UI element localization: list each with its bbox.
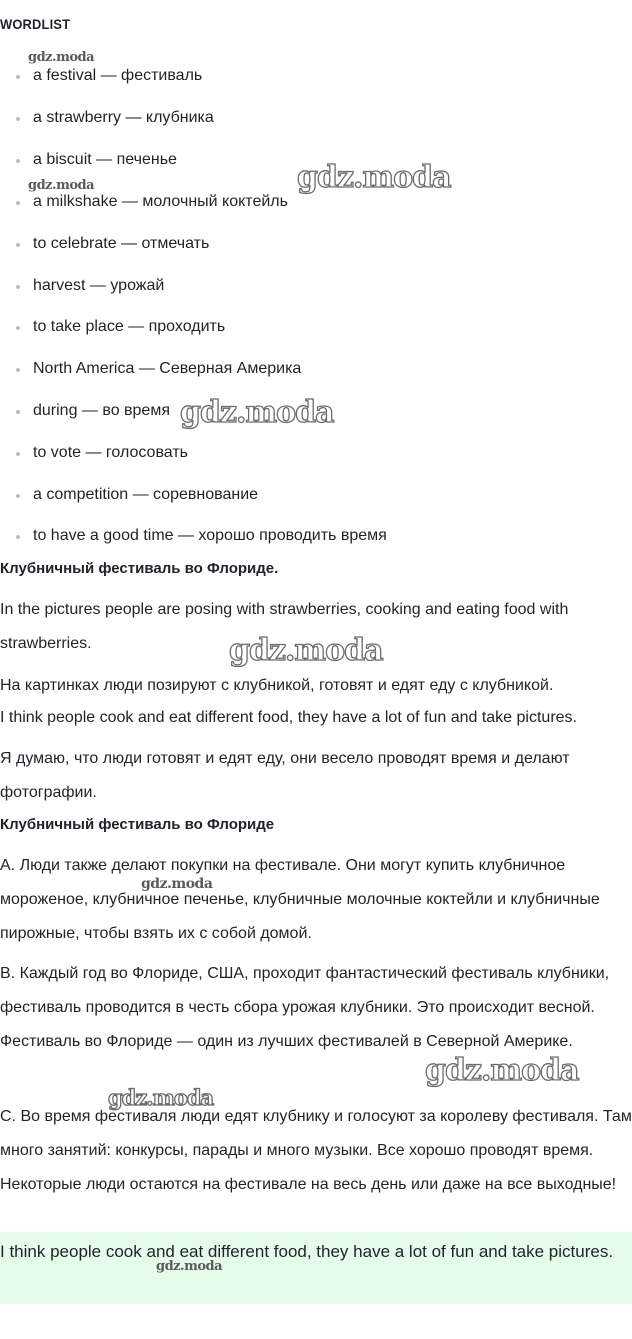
list-item: a milkshake — молочный коктейль xyxy=(0,190,288,214)
watermark: gdz.moda xyxy=(141,876,213,892)
list-item: a festival — фестиваль xyxy=(0,64,202,88)
list-item: to celebrate — отмечать xyxy=(0,232,209,256)
list-item: a strawberry — клубника xyxy=(0,106,214,130)
russian-paragraph: На картинках люди позируют с клубникой, готовят и едят еду с клубникой. xyxy=(0,677,554,694)
paragraph-b: В. Каждый год во Флориде, США, проходит фантастический фестиваль клубники, фестиваль проводится в честь сбора урожая клубники. Это происходит весной. Фестиваль во Флориде — один из лучших фестивалей в Северной Америке. xyxy=(0,965,610,1050)
list-item: during — во время xyxy=(0,399,170,423)
watermark: gdz.moda xyxy=(229,633,383,668)
list-item: to vote — голосовать xyxy=(0,441,188,465)
list-item: to have a good time — хорошо проводить время xyxy=(0,524,387,548)
watermark: gdz.moda xyxy=(180,395,334,430)
highlight-text: I think people cook and eat different food, they have a lot of fun and take pictures. xyxy=(0,1242,614,1261)
watermark: gdz.moda xyxy=(108,1085,214,1110)
wordlist-heading: WORDLIST xyxy=(0,16,71,32)
section-title: Клубничный фестиваль во Флориде xyxy=(0,816,275,833)
english-paragraph: I think people cook and eat different food, they have a lot of fun and take pictures. xyxy=(0,709,577,726)
list-item: a biscuit — печенье xyxy=(0,148,177,172)
watermark: gdz.moda xyxy=(425,1053,579,1088)
list-item: to take place — проходить xyxy=(0,315,225,339)
list-item: North America — Северная Америка xyxy=(0,357,301,381)
list-item: harvest — урожай xyxy=(0,274,164,298)
section-title: Клубничный фестиваль во Флориде. xyxy=(0,560,279,577)
paragraph-a: А. Люди также делают покупки на фестивале. Они могут купить клубничное мороженое, клубничное печенье, клубничные молочные коктейли и клубничные пирожные, чтобы взять их с собой домой. xyxy=(0,857,600,942)
watermark: gdz.moda xyxy=(297,160,451,195)
paragraph-c: С. Во время фестиваля люди едят клубнику и голосуют за королеву фестиваля. Там много занятий: конкурсы, парады и много музыки. Все хорошо проводят время. Некоторые люди остаются на фестивале на весь день или даже на все выходные! xyxy=(0,1108,632,1193)
list-item: a competition — соревнование xyxy=(0,483,258,507)
watermark: gdz.moda xyxy=(156,1259,223,1274)
russian-paragraph: Я думаю, что люди готовят и едят еду, они весело проводят время и делают фотографии. xyxy=(0,750,570,801)
watermark: gdz.moda xyxy=(28,50,95,65)
watermark: gdz.moda xyxy=(28,178,95,193)
english-paragraph: In the pictures people are posing with strawberries, cooking and eating food with strawberries. xyxy=(0,601,569,652)
